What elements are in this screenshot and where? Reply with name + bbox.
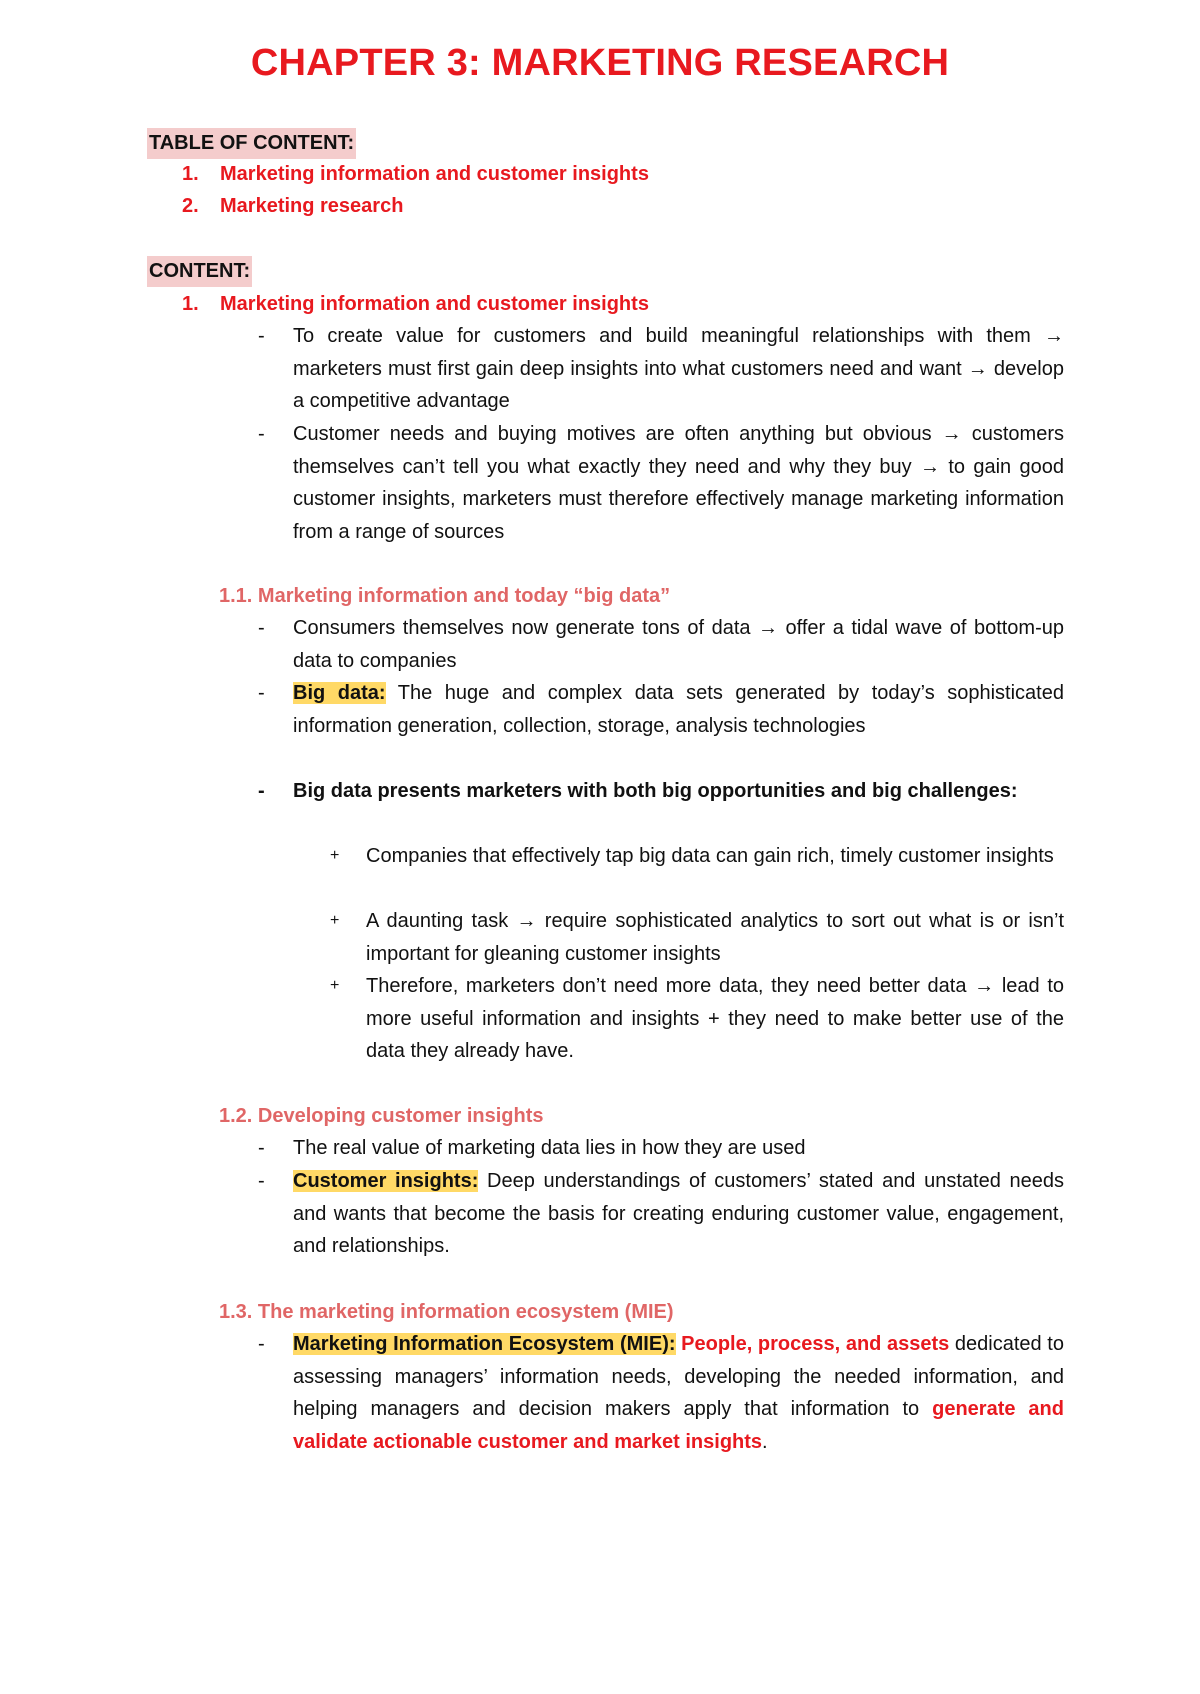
subsection-heading: 1.1. Marketing information and today “big data” — [219, 585, 671, 607]
sub-bullet-item — [330, 970, 1064, 1068]
term-definition: The huge and complex data sets generated by today’s sophisticated information generation, collection, storage, analysis technologies — [293, 682, 1064, 737]
bullet-item — [258, 320, 1064, 418]
dash-marker: - — [258, 780, 265, 802]
definition-text: dedicated to assessing managers’ information needs, developing the needed information, and helping managers and decision makers apply that information to — [293, 1333, 1064, 1421]
page-title: CHAPTER 3: MARKETING RESEARCH — [250, 42, 950, 84]
bullet-item — [258, 1328, 1064, 1458]
toc-item-number: 2. — [182, 195, 199, 217]
toc-item[interactable] — [182, 158, 649, 190]
dash-marker: - — [258, 423, 265, 445]
emphasis-text: People, process, and assets — [675, 1333, 950, 1355]
sub-bullet-item — [330, 905, 1064, 970]
bullet-text: To create value for customers and build meaningful relationships with them → marketers must first gain deep insights into what customers need and want → develop a competitive advantage — [293, 325, 1064, 413]
subsection-heading: 1.2. Developing customer insights — [219, 1105, 544, 1127]
toc-item[interactable] — [182, 190, 403, 222]
term-highlight: Customer insights: — [293, 1170, 479, 1192]
content-heading: CONTENT: — [147, 256, 252, 287]
bullet-text: Big data presents marketers with both big opportunities and big challenges: — [293, 780, 1018, 802]
sub-bullet-text: Companies that effectively tap big data can gain rich, timely customer insights — [366, 845, 1054, 867]
dash-marker: - — [258, 325, 265, 347]
plus-marker: + — [330, 847, 340, 864]
bullet-item — [258, 1165, 1064, 1263]
dash-marker: - — [258, 682, 265, 704]
section-heading — [182, 288, 649, 320]
bullet-item — [258, 612, 1064, 677]
bullet-text: The real value of marketing data lies in how they are used — [293, 1137, 806, 1159]
plus-marker: + — [330, 912, 340, 929]
dash-marker: - — [258, 617, 265, 639]
bullet-text — [293, 1328, 1064, 1458]
dash-marker: - — [258, 1137, 265, 1159]
sub-bullet-text: Therefore, marketers don’t need more data, they need better data → lead to more useful information and insights + they need to make better use of the data they already have. — [366, 975, 1064, 1063]
plus-marker: + — [330, 977, 340, 994]
bullet-text — [293, 677, 1064, 742]
bullet-text: Customer needs and buying motives are often anything but obvious → customers themselves can’t tell you what exactly they need and why they buy → to gain good customer insights, marketers must therefore effectively manage marketing information from a range of sources — [293, 423, 1064, 543]
subsection-heading: 1.3. The marketing information ecosystem (MIE) — [219, 1301, 674, 1323]
bullet-item — [258, 677, 1064, 742]
dash-marker: - — [258, 1333, 265, 1355]
sub-bullet-text: A daunting task → require sophisticated analytics to sort out what is or isn’t important for gleaning customer insights — [366, 910, 1064, 965]
term-definition: Deep understandings of customers’ stated and unstated needs and wants that become the basis for creating enduring customer value, engagement, and relationships. — [293, 1170, 1064, 1258]
sub-bullet-item — [330, 840, 1064, 873]
section-title: Marketing information and customer insights — [220, 293, 649, 315]
toc-item-label: Marketing information and customer insights — [220, 163, 649, 185]
dash-marker: - — [258, 1170, 265, 1192]
section-number: 1. — [182, 293, 199, 315]
bullet-text — [293, 1165, 1064, 1263]
period: . — [762, 1430, 768, 1453]
bullet-item — [258, 1132, 1064, 1165]
bullet-item — [258, 775, 1064, 808]
bullet-item — [258, 418, 1064, 548]
bullet-text: Consumers themselves now generate tons of data → offer a tidal wave of bottom-up data to companies — [293, 617, 1064, 672]
toc-item-label: Marketing research — [220, 195, 404, 217]
term-highlight: Marketing Information Ecosystem (MIE): — [293, 1333, 676, 1355]
toc-heading: TABLE OF CONTENT: — [147, 128, 356, 159]
emphasis-text: generate and validate actionable customer and market insights — [293, 1398, 1064, 1453]
term-highlight: Big data: — [293, 682, 386, 704]
toc-item-number: 1. — [182, 163, 199, 185]
